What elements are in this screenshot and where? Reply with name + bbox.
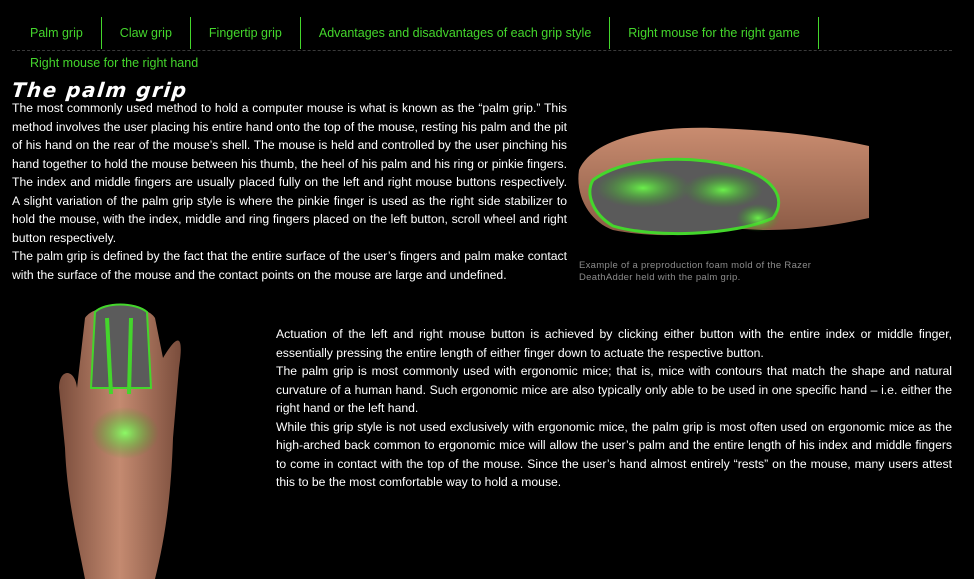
nav-row bbox=[12, 17, 819, 49]
nav-fingertip-grip[interactable]: Fingertip grip bbox=[191, 17, 301, 49]
details-paragraph-1: Actuation of the left and right mouse button is achieved by clicking either button with the entire index or middle finger, essentially pressing the entire length of either finger down to actuate the respective button. bbox=[276, 327, 952, 360]
intro-text bbox=[12, 99, 567, 284]
nav-claw-grip[interactable]: Claw grip bbox=[102, 17, 191, 49]
section-title: The palm grip bbox=[10, 78, 189, 102]
palm-grip-top-photo bbox=[55, 298, 190, 579]
intro-paragraph-2: The palm grip is defined by the fact that the entire surface of the user’s fingers and palm make contact with the surface of the mouse and the contact points on the mouse are large and undefined. bbox=[12, 249, 567, 282]
nav-right-hand[interactable]: Right mouse for the right hand bbox=[30, 56, 199, 70]
photo-caption: Example of a preproduction foam mold of the Razer DeathAdder held with the palm grip. bbox=[579, 260, 812, 283]
nav-right-game[interactable]: Right mouse for the right game bbox=[610, 17, 819, 49]
details-text bbox=[276, 325, 952, 492]
palm-grip-side-photo bbox=[573, 118, 869, 250]
details-paragraph-3: While this grip style is not used exclusively with ergonomic mice, the palm grip is most often used on ergonomic mice as the high-arched back common to ergonomic mice will allow the user’s palm and the entire length of his index and middle fingers to come in contact with the top of the mouse. Since the user’s hand almost entirely “rests” on the mouse, many users attest this to be the most comfortable way to hold a mouse. bbox=[276, 419, 952, 489]
nav-advantages[interactable]: Advantages and disadvantages of each grip style bbox=[301, 17, 610, 49]
details-paragraph-2: The palm grip is most commonly used with ergonomic mice; that is, mice with contours that match the shape and natural curvature of a human hand. Such ergonomic mice are also typically only able to be used in one specific hand – i.e. either the right hand or the left hand. bbox=[276, 364, 952, 415]
intro-paragraph-1: The most commonly used method to hold a computer mouse is what is known as the “palm grip.” This method involves the user placing his entire hand onto the top of the mouse, resting his palm and the pit of his hand on the rear of the mouse’s shell. The mouse is held and controlled by the user pinching his hand together to hold the mouse between his thumb, the heel of his palm and his ring or pinkie fingers. The index and middle fingers are usually placed fully on the left and right mouse buttons respectively. A slight variation of the palm grip style is where the pinkie finger is used as the right side stabilizer to hold the mouse, with the index, middle and ring fingers placed on the left button, scroll wheel and right button respectively. bbox=[12, 101, 567, 245]
nav-palm-grip[interactable]: Palm grip bbox=[12, 17, 102, 49]
grip-nav bbox=[12, 0, 952, 51]
